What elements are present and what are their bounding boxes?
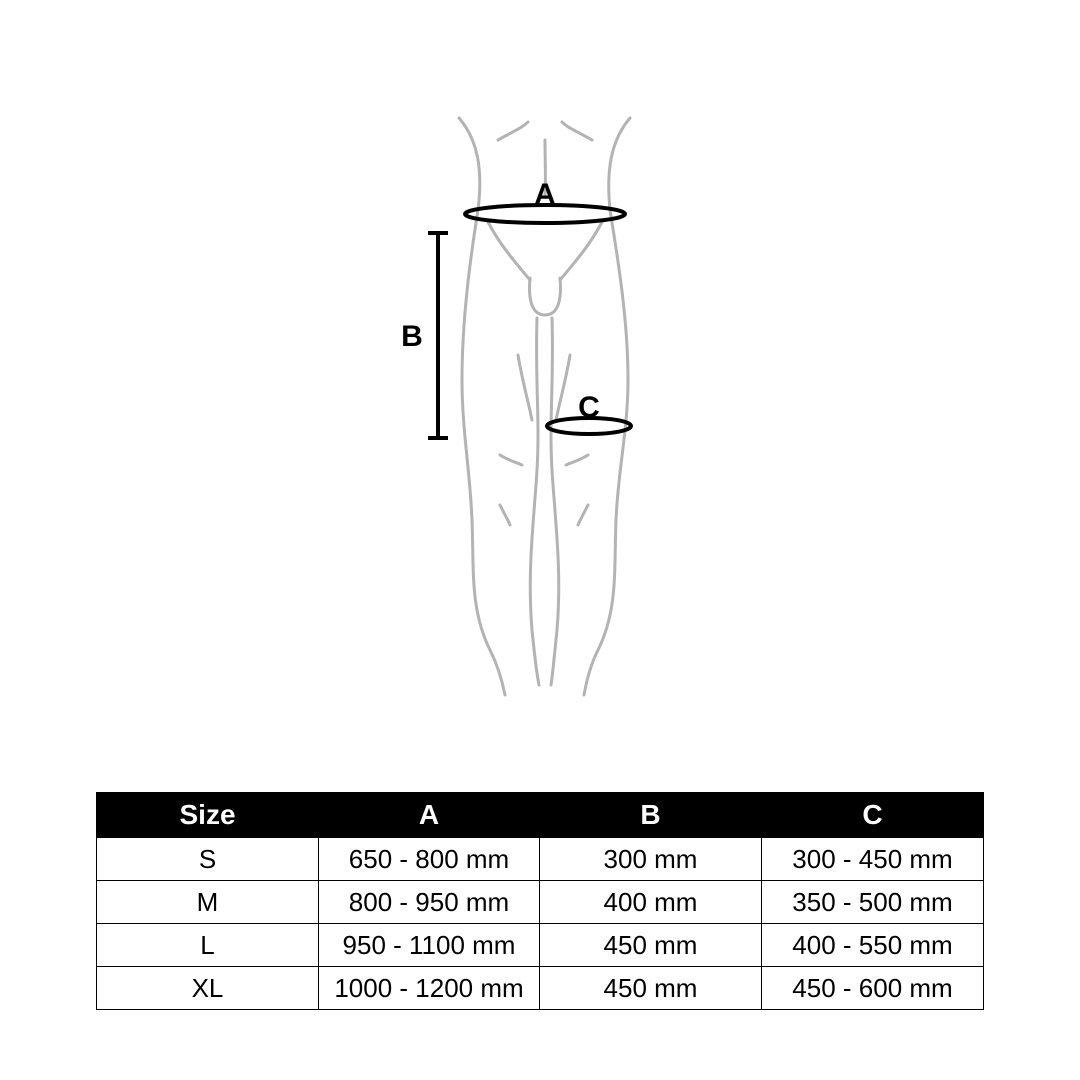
label-b: B bbox=[401, 320, 423, 353]
b-cell: 300 mm bbox=[540, 838, 762, 881]
size-cell: M bbox=[97, 881, 319, 924]
measure-b-bracket bbox=[428, 233, 448, 438]
c-cell: 400 - 550 mm bbox=[762, 924, 984, 967]
size-cell: S bbox=[97, 838, 319, 881]
c-cell: 350 - 500 mm bbox=[762, 881, 984, 924]
c-cell: 450 - 600 mm bbox=[762, 967, 984, 1010]
label-a: A bbox=[534, 178, 556, 211]
header-size: Size bbox=[97, 793, 319, 838]
table-row bbox=[97, 967, 984, 1010]
a-cell: 1000 - 1200 mm bbox=[319, 967, 540, 1010]
table-row bbox=[97, 838, 984, 881]
b-cell: 400 mm bbox=[540, 881, 762, 924]
size-chart-table bbox=[96, 792, 984, 1010]
b-cell: 450 mm bbox=[540, 924, 762, 967]
header-a: A bbox=[319, 793, 540, 838]
size-cell: L bbox=[97, 924, 319, 967]
header-c: C bbox=[762, 793, 984, 838]
a-cell: 650 - 800 mm bbox=[319, 838, 540, 881]
a-cell: 800 - 950 mm bbox=[319, 881, 540, 924]
b-cell: 450 mm bbox=[540, 967, 762, 1010]
size-cell: XL bbox=[97, 967, 319, 1010]
a-cell: 950 - 1100 mm bbox=[319, 924, 540, 967]
label-c: C bbox=[578, 391, 600, 424]
c-cell: 300 - 450 mm bbox=[762, 838, 984, 881]
table-header-row bbox=[97, 793, 984, 838]
header-b: B bbox=[540, 793, 762, 838]
table-row bbox=[97, 881, 984, 924]
table-row bbox=[97, 924, 984, 967]
